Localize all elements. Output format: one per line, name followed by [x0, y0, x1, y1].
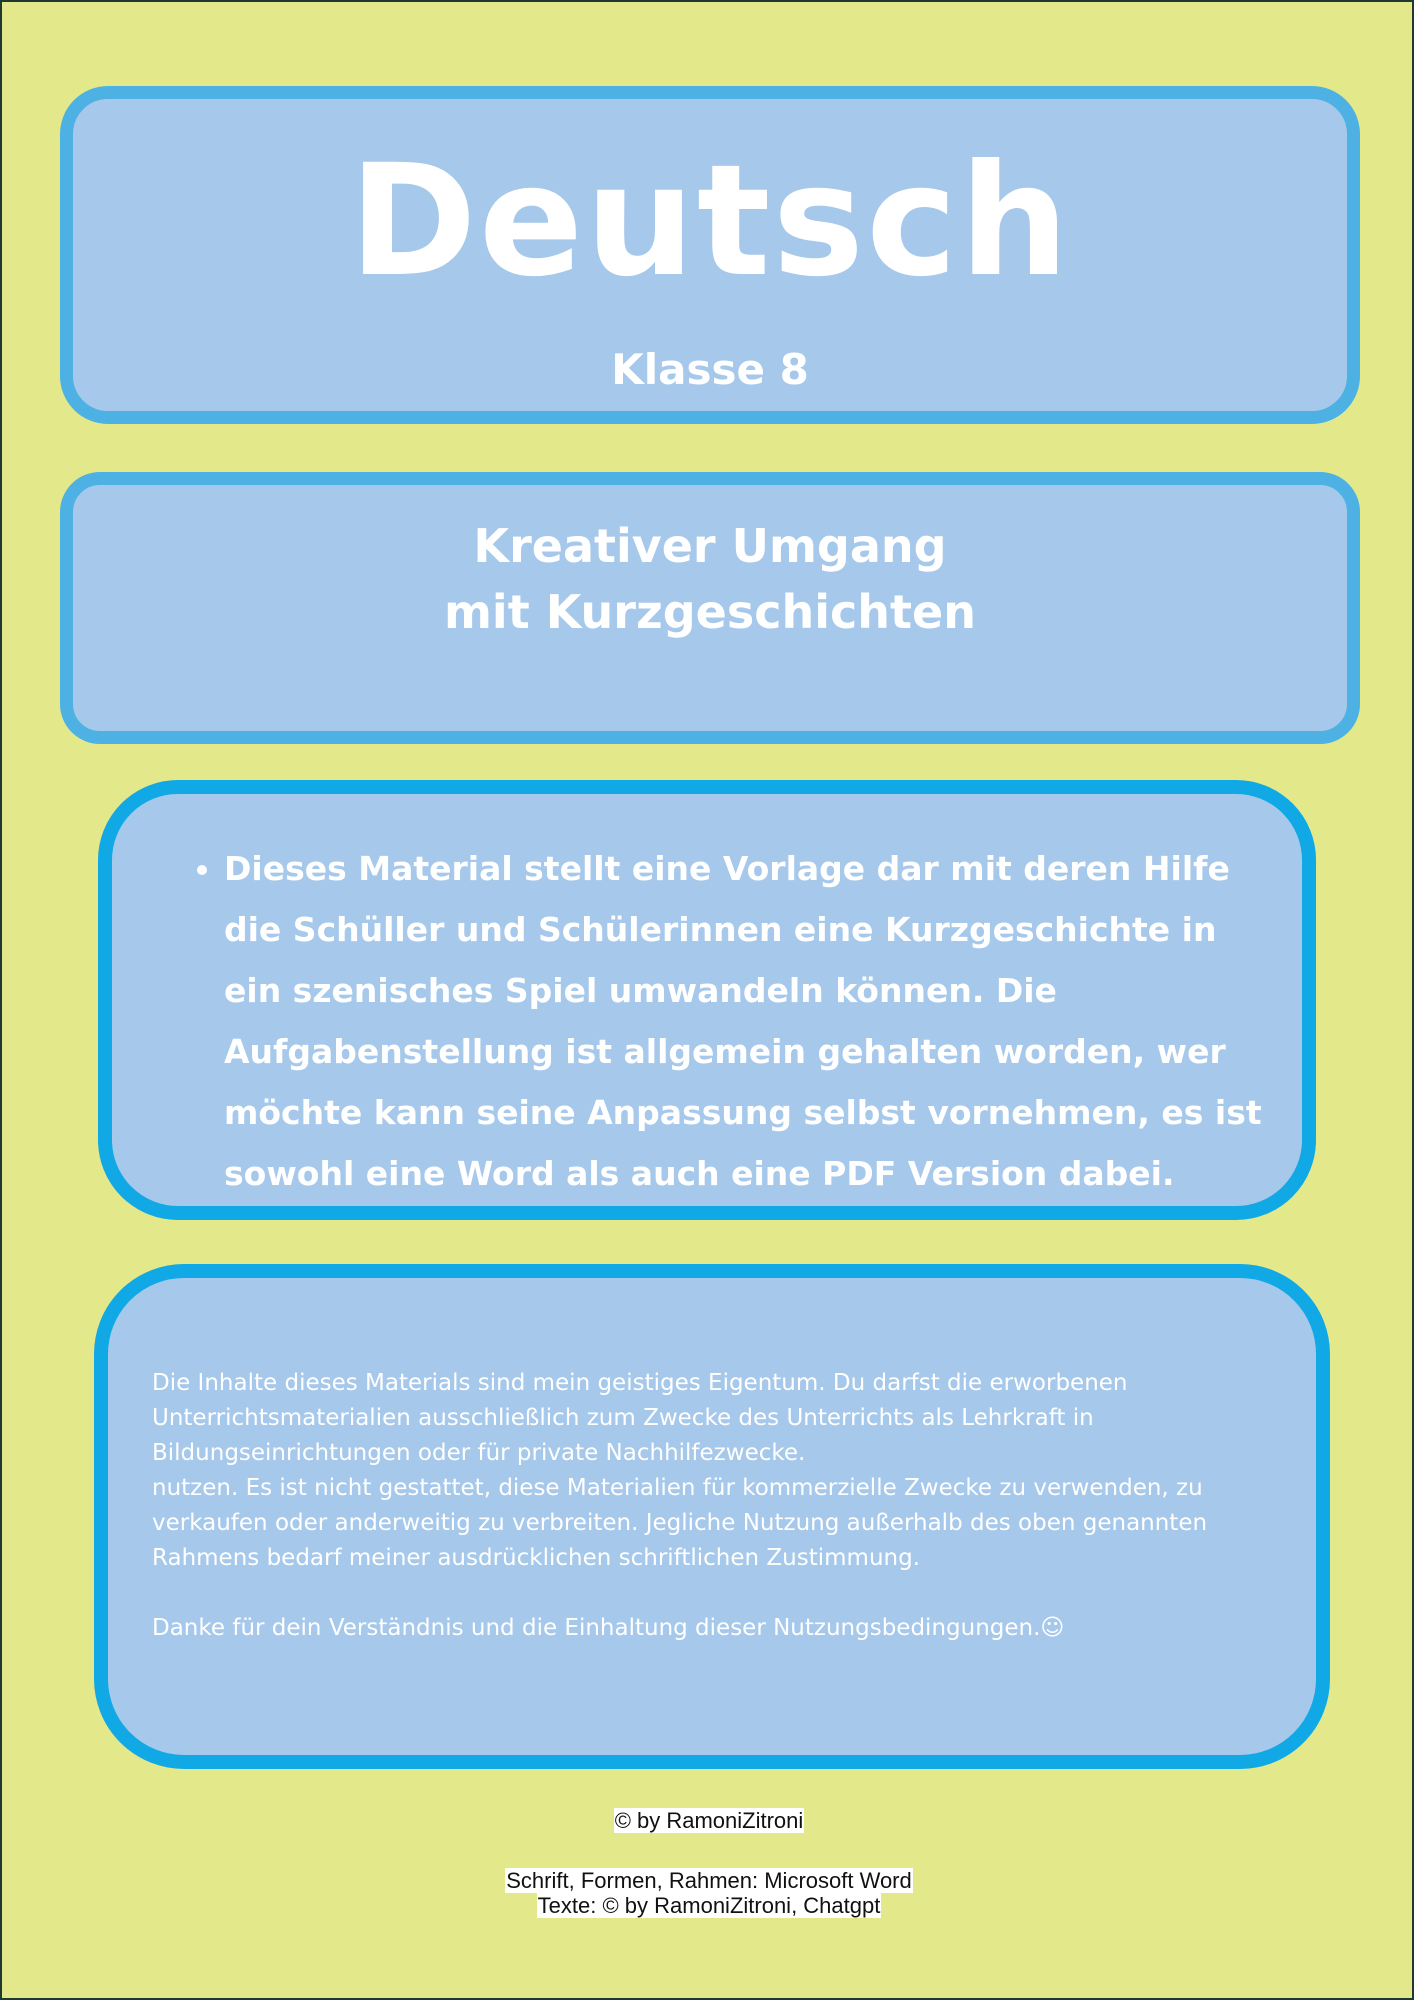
- topic-heading: [73, 513, 1347, 645]
- title-box: [60, 86, 1360, 424]
- credits-line-2: Texte: © by RamoniZitroni, Chatgpt: [537, 1893, 881, 1918]
- page-title: Deutsch: [348, 132, 1072, 311]
- description-bullet: • Dieses Material stellt eine Vorlage dar mit deren Hilfe die Schüller und Schülerinnen eine Kurzgeschichte in ein szenisches Spiel umwandeln können. Die Aufgabenstellung ist allgemein gehalten worden, wer möchte kann seine Anpassung selbst vornehmen, es ist sowohl eine Word als auch eine PDF Version dabei.: [224, 838, 1272, 1204]
- terms-thanks: Danke für dein Verständnis und die Einhaltung dieser Nutzungsbedingungen.☺: [152, 1615, 1065, 1641]
- topic-line-1: Kreativer Umgang: [473, 519, 947, 573]
- terms-box: [94, 1264, 1330, 1769]
- topic-box: [60, 472, 1360, 744]
- terms-text: [152, 1366, 1276, 1646]
- terms-paragraph-2: nutzen. Es ist nicht gestattet, diese Materialien für kommerzielle Zwecke zu verwenden, zu verkaufen oder anderweitig zu verbreiten. Jegliche Nutzung außerhalb des oben genannten Rahmens bedarf meiner ausdrücklichen schriftlichen Zustimmung.: [152, 1475, 1208, 1571]
- topic-line-2: mit Kurzgeschichten: [444, 585, 976, 639]
- terms-paragraph-1: Die Inhalte dieses Materials sind mein geistiges Eigentum. Du darfst die erworbenen Unterrichtsmaterialien ausschließlich zum Zwecke des Unterrichts als Lehrkraft in Bildungseinrichtungen oder für private Nachhilfezwecke.: [152, 1370, 1128, 1466]
- copyright-note: [2, 1808, 1414, 1833]
- credits-note: [2, 1868, 1414, 1918]
- grade-label: Klasse 8: [611, 345, 809, 394]
- description-box: [98, 780, 1316, 1220]
- description-list: [182, 838, 1272, 1204]
- credits-line-1: Schrift, Formen, Rahmen: Microsoft Word: [506, 1868, 912, 1893]
- copyright-text: © by RamoniZitroni: [614, 1808, 804, 1833]
